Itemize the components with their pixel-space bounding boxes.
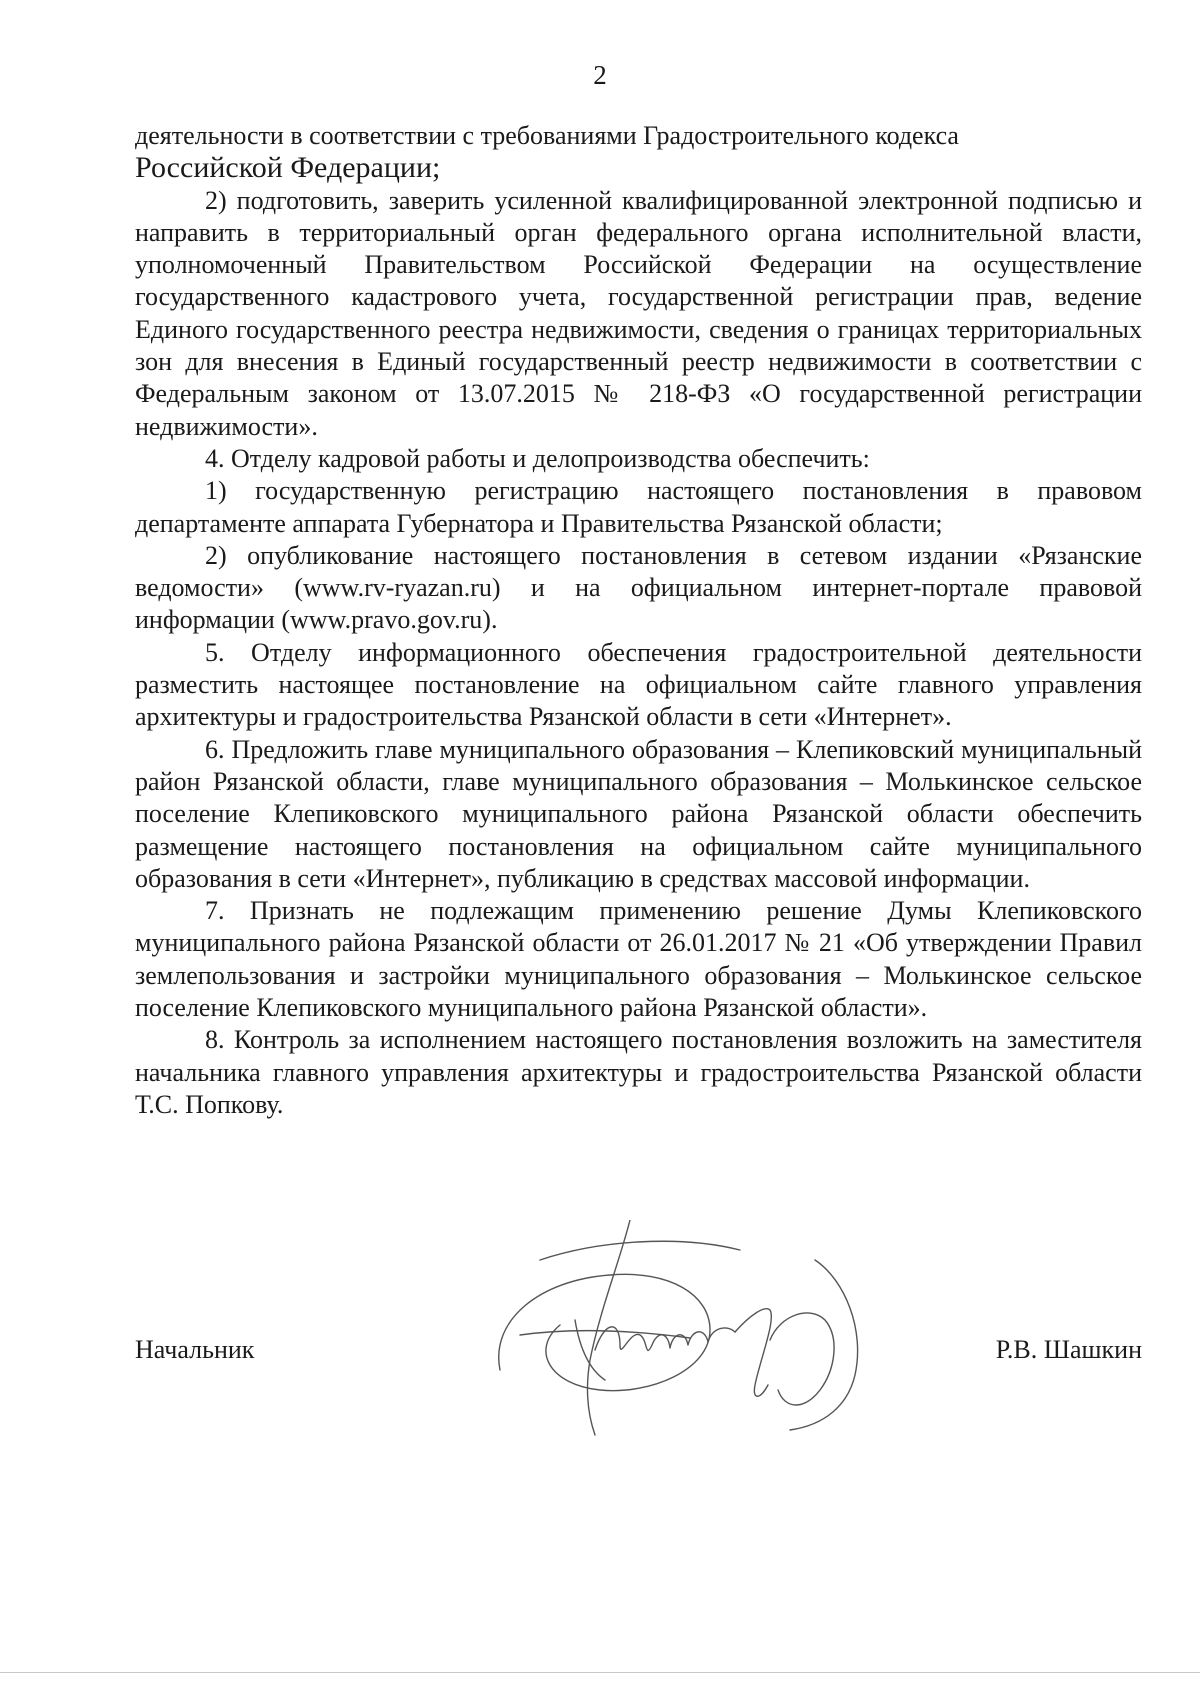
paragraph-item-6: 6. Предложить главе муниципального образования – Клепиковский муниципальный район Рязанской области, главе муниципального образования – Молькинское сельское поселение Клепиковского муниципального района Рязанской области обеспечить размещение настоящего постановления на официальном сайте муниципального образования в сети «Интернет», публикацию в средствах массовой информации. [135,734,1142,893]
paragraph-item-4: 4. Отделу кадровой работы и делопроизводства обеспечить: [205,443,870,473]
paragraph-continuation-end: Российской Федерации; [135,151,441,185]
paragraph-continuation: деятельности в соответствии с требованиями Градостроительного кодекса [135,121,959,150]
page-number: 2 [593,60,607,90]
signatory-name: Р.В. Шашкин [995,1335,1142,1364]
signature-row [135,1335,1142,1375]
paragraph-item-4-1: 1) государственную регистрацию настоящего постановления в правовом департаменте аппарата Губернатора и Правительства Рязанской области; [135,476,1142,538]
scan-bottom-edge [0,1672,1200,1673]
signatory-title: Начальник [135,1335,255,1364]
paragraph-item-4-2: 2) опубликование настоящего постановления в сетевом издании «Рязанские ведомости» (www.rv-ryazan.ru) и на официальном интернет-портале правовой информации (www.pravo.gov.ru). [135,540,1142,635]
document-body [135,120,1142,1121]
paragraph-item-8: 8. Контроль за исполнением настоящего постановления возложить на заместителя начальника главного управления архитектуры и градостроительства Рязанской области Т.С. Попкову. [135,1025,1142,1119]
paragraph-item-2: 2) подготовить, заверить усиленной квалифицированной электронной подписью и направить в территориальный орган федерального органа исполнительной власти, уполномоченный Правительством Российской Федерации на осуществление государственного кадастрового учета, государственной регистрации прав, ведение Единого государственного реестра недвижимости, сведения о границах территориальных зон для внесения в Единый государственный реестр недвижимости в соответствии с Федеральным законом от 13.07.2015 № 218-ФЗ «О государственной регистрации недвижимости». [135,185,1142,441]
paragraph-item-7: 7. Признать не подлежащим применению решение Думы Клепиковского муниципального района Рязанской области от 26.01.2017 № 21 «Об утверждении Правил землепользования и застройки муниципального образования – Молькинское сельское поселение Клепиковского муниципального района Рязанской области». [135,896,1142,1023]
paragraph-item-5: 5. Отделу информационного обеспечения градостроительной деятельности разместить настоящее постановление на официальном сайте главного управления архитектуры и градостроительства Рязанской области в сети «Интернет». [135,637,1142,732]
